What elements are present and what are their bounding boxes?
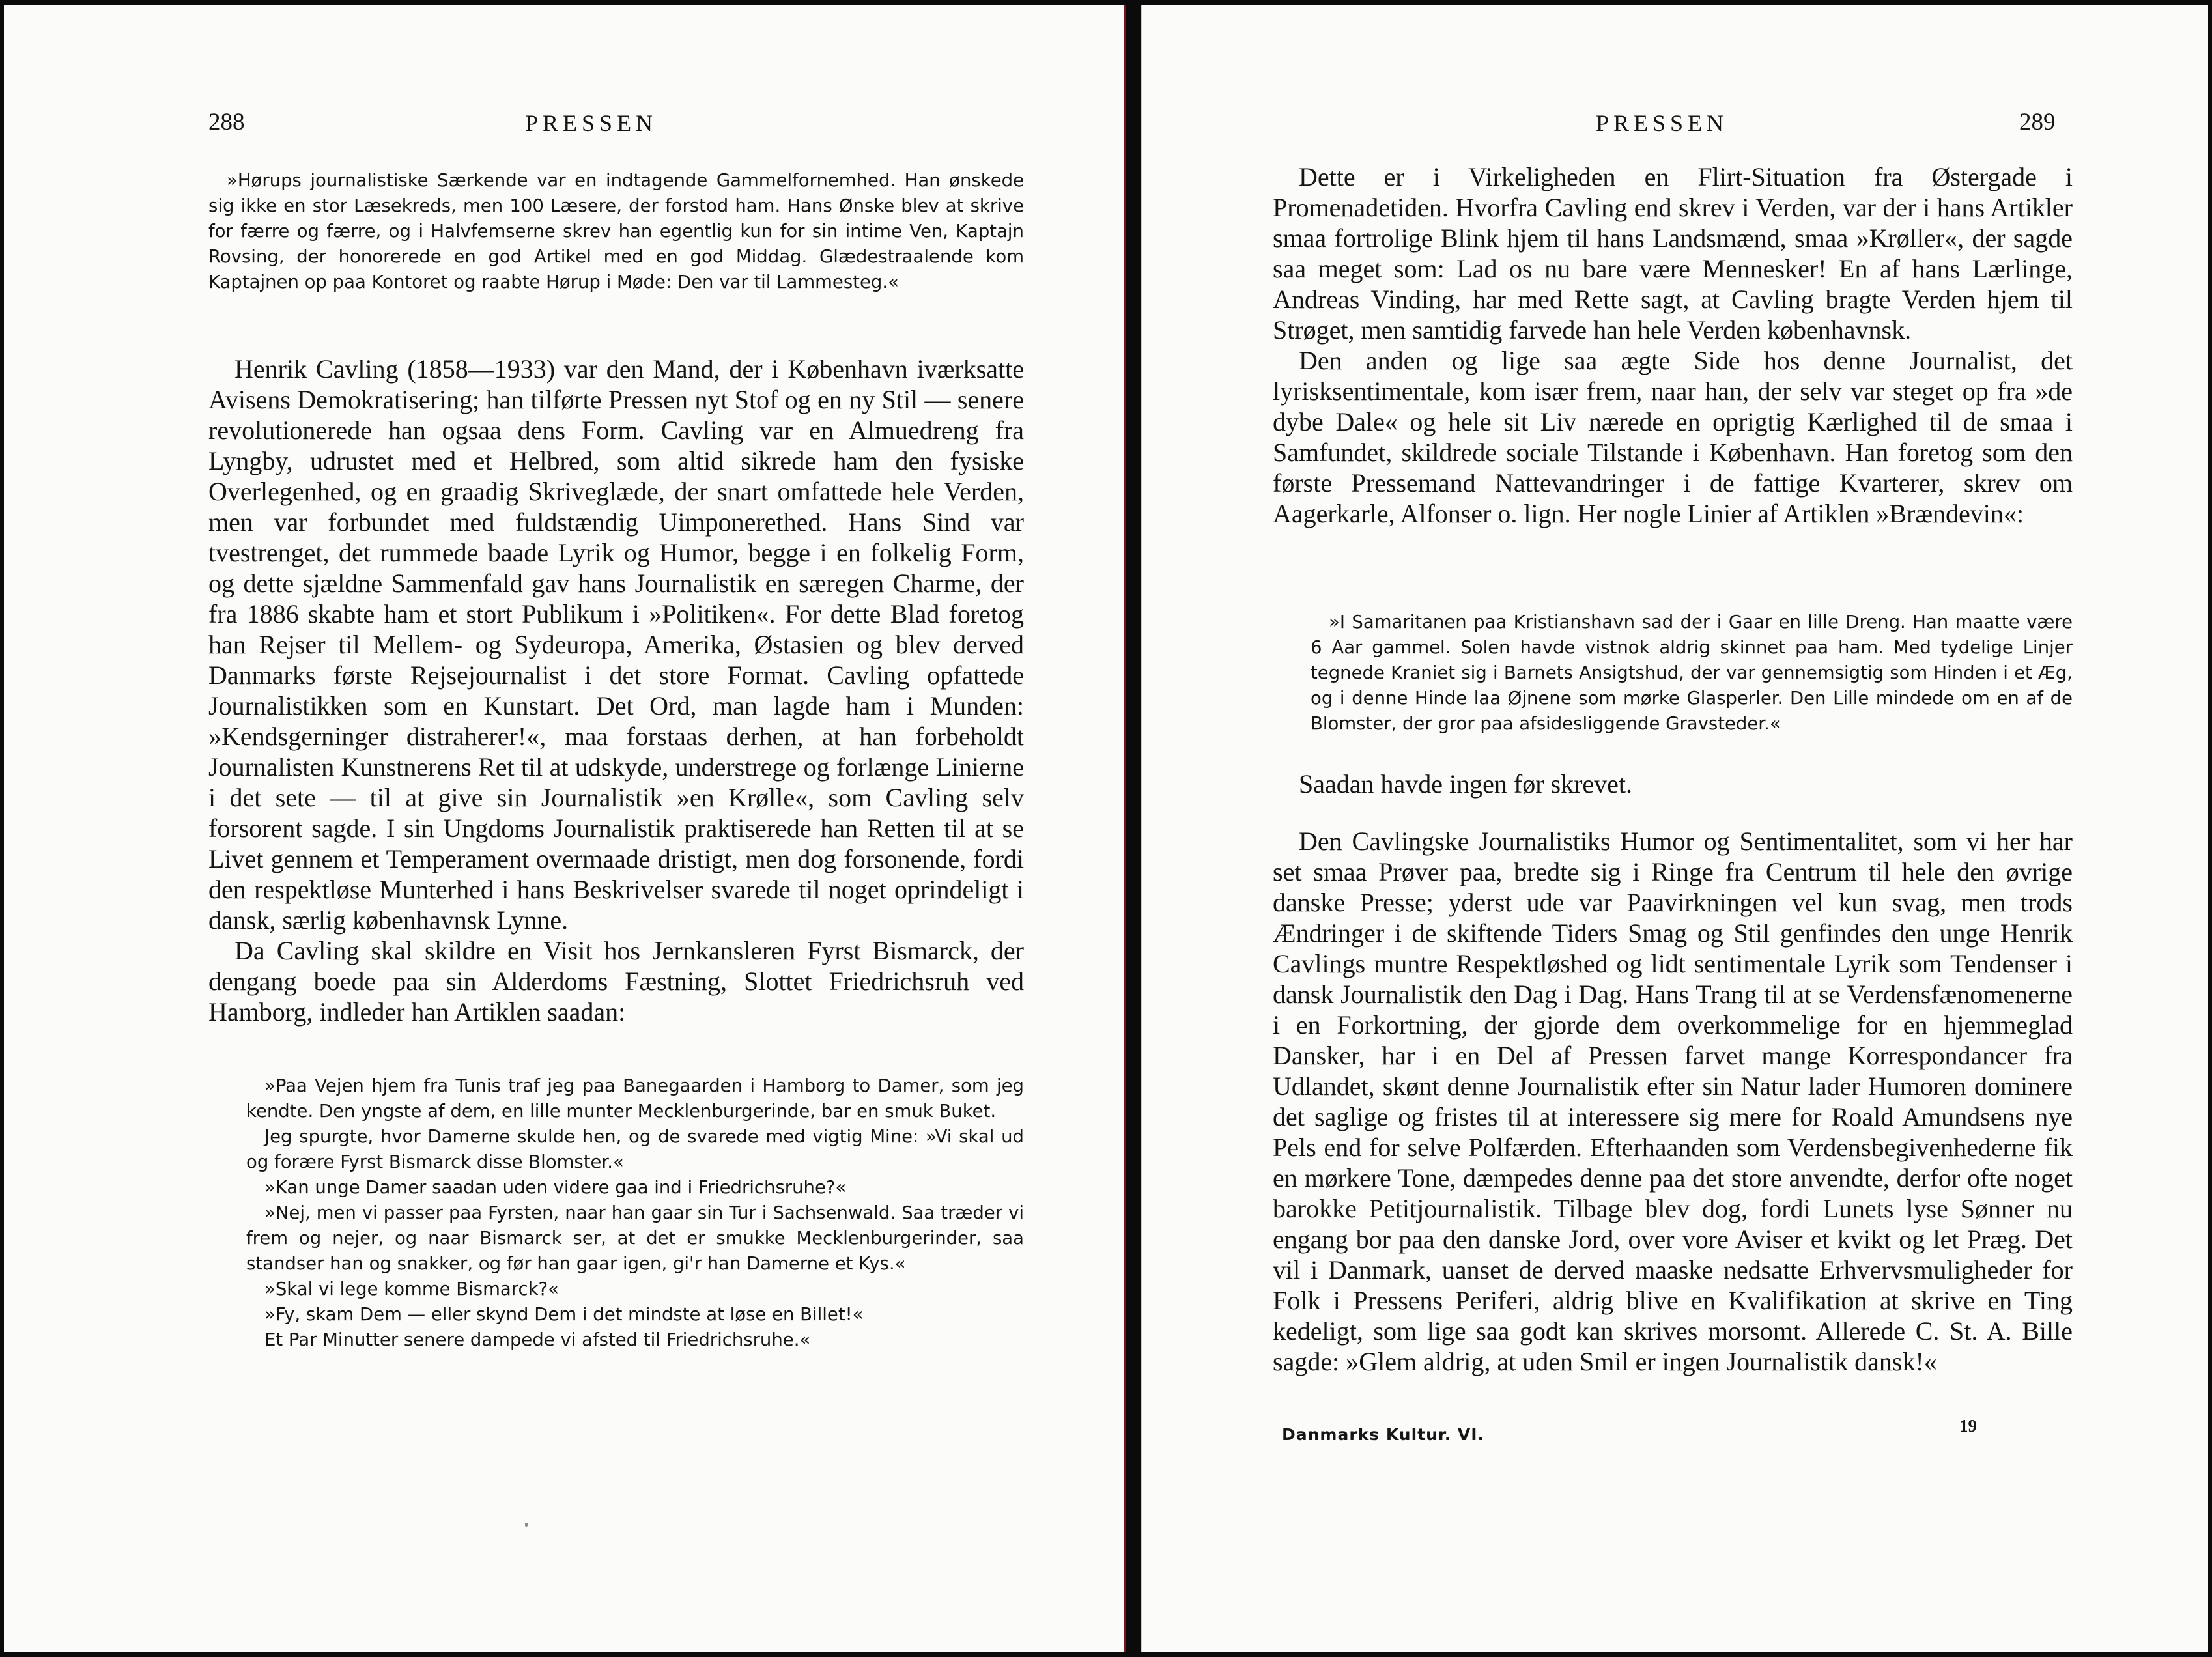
bismarck-quote-line: »Fy, skam Dem — eller skynd Dem i det mindste at løse en Billet!« [264, 1304, 864, 1325]
book-title-footer: Danmarks Kultur. VI. [1282, 1425, 1485, 1444]
flirt-paragraph: Dette er i Virkeligheden en Flirt-Situation fra Østergade i Promenadetiden. Hvorfra Cavling end skrev i Verden, var der i hans Artikler smaa fortrolige Blink hjem til hans Landsmænd, smaa »Krøller«, der sagde saa meget som: Lad os nu bare være Mennesker! En af hans Lærlinge, Andreas Vinding, har med Rette sagt, at Cavling bragte Verden hjem til Strøget, men samtidig farvede han hele Verden københavnsk. [1273, 162, 2073, 345]
bismarck-quote-line: »Kan unge Damer saadan uden videre gaa ind i Friedrichsruhe?« [264, 1177, 847, 1198]
samaritan-quote [1311, 610, 2073, 737]
after-quote-block [1273, 769, 2073, 799]
bismarck-intro-paragraph: Da Cavling skal skildre en Visit hos Jernkansleren Fyrst Bismarck, der dengang boede paa sin Alderdoms Fæstning, Slottet Friedrichsruh ved Hamborg, indleder han Artiklen saadan: [208, 936, 1024, 1027]
bismarck-quote-line: »Skal vi lege komme Bismarck?« [264, 1279, 559, 1300]
bismarck-quote-line: Jeg spurgte, hvor Damerne skulde hen, og de svarede med vigtig Mine: »Vi skal ud og forære Fyrst Bismarck disse Blomster.« [246, 1126, 1024, 1173]
signature-number: 19 [1959, 1416, 1977, 1436]
left-body [208, 354, 1024, 1027]
right-page [1141, 5, 2208, 1652]
left-page-number: 288 [208, 109, 245, 135]
right-running-head: PRESSEN [1596, 110, 1729, 136]
cavling-paragraph: Henrik Cavling (1858—1933) var den Mand, der i København iværksatte Avisens Demokratisering; han tilførte Pressen nyt Stof og en ny Stil — senere revolutionerede han ogsaa dens Form. Cavling var en Almuedreng fra Lyngby, udrustet med et Helbred, som altid sikrede ham den fysiske Overlegenhed, og en graadig Skriveglæde, der snart omfattede hele Verden, men var forbundet med fuldstændig Uimponerethed. Hans Sind var tvestrenget, det rummede baade Lyrik og Humor, begge i en folkelig Form, og dette sjældne Sammenfald gav hans Journalistik en særegen Charme, der fra 1886 skabte ham et stort Publikum i »Politiken«. For dette Blad foretog han Rejser til Mellem- og Sydeuropa, Amerika, Østasien og blev derved Danmarks første Rejsejournalist i det store Format. Cavling opfattede Journalistikken som en Kunstart. Det Ord, man lagde ham i Munden: »Kendsgerninger distraherer!«, maa forstaas derhen, at han forbeholdt Journalisten Kunstnerens Ret til at udskyde, understrege og forlænge Linierne i det sete — til at give sin Journalistik »en Krølle«, som Cavling selv forsorent sagde. I sin Ungdoms Journalistik praktiserede han Retten til at se Livet gennem et Temperament overmaade dristigt, men dog forsonende, fordi den respektløse Munterhed i hans Beskrivelser svarede til noget oprindeligt i dansk, særlig københavnsk Lynne. [208, 354, 1024, 935]
after-quote-line: Saadan havde ingen før skrevet. [1299, 769, 1633, 799]
right-page-number: 289 [2019, 109, 2056, 135]
paper-speck [525, 1523, 528, 1527]
hoerup-quote-text: »Hørups journalistiske Særkende var en indtagende Gammelfornemhed. Han ønskede sig ikke en stor Læsekreds, men 100 Læsere, der forstod ham. Hans Ønske blev at skrive for færre og færre, og i Halvfemserne skrev han egentlig kun for sin intime Ven, Kaptajn Rovsing, der honorerede en god Artikel med en god Middag. Glædestraalende kom Kaptajnen op paa Kontoret og raabte Hørup i Møde: Den var til Lammesteg.« [208, 170, 1024, 293]
sentimental-paragraph: Den anden og lige saa ægte Side hos denne Journalist, det lyrisksentimentale, kom især frem, naar han, der selv var steget op fra »de dybe Dale« og hele sit Liv nærede en oprigtig Kærlighed til de smaa i Samfundet, skildrede sociale Tilstande i København. Han foretog som den første Pressemand Nattevandringer i de fattige Kvarterer, skrev om Aagerkarle, Alfonser o. lign. Her nogle Linier af Artiklen »Brændevin«: [1273, 346, 2073, 528]
final-block [1273, 826, 2073, 1377]
left-running-head: PRESSEN [525, 110, 658, 136]
final-paragraph: Den Cavlingske Journalistiks Humor og Sentimentalitet, som vi her har set smaa Prøver paa, bredte sig i Ringe fra Centrum til hele den øvrige danske Presse; yderst ude var Paavirkningen vel kun svag, men trods Ændringer i de skiftende Tiders Smag og Stil genfindes den unge Henrik Cavlings muntre Respektløshed og lidt sentimentale Lyrik som Tendenser i dansk Journalistik den Dag i Dag. Hans Trang til at se Verdensfænomenerne i en Forkortning, der gjorde dem overkommelige for en hjemmeglad Dansker, har i en Del af Pressen farvet mange Korrespondancer fra Udlandet, skønt denne Journalistik efter sin Natur lader Humoren dominere det saglige og fristes til at interessere sig mere for Roald Amundsens nye Pels end for selve Polfærden. Efterhaanden som Verdensbegivenhederne fik en mørkere Tone, dæmpedes denne paa det store anvendte, derfor ofte noget barokke Petitjournalistik. Tilbage blev dog, fordi Lunets lyse Sønner nu engang bor paa den danske Jord, over vore Aviser et kvikt og let Præg. Det vil i Danmark, uanset de derved maaske nedsatte Erhvervsmuligheder for Folk i Pressens Periferi, aldrig blive en Kvalifikation at skrive en Ting kedeligt, som lige saa godt kan skrives morsomt. Allerede C. St. A. Bille sagde: »Glem aldrig, at uden Smil er ingen Journalistik dansk!« [1273, 827, 2073, 1376]
bismarck-quote-line: »Nej, men vi passer paa Fyrsten, naar han gaar sin Tur i Sachsenwald. Saa træder vi frem og nejer, og naar Bismarck ser, at det er smukke Mecklenburgerinder, saa standser han og snakker, og før han gaar igen, gi'r han Damerne et Kys.« [246, 1202, 1024, 1275]
samaritan-quote-text: »I Samaritanen paa Kristianshavn sad der i Gaar en lille Dreng. Han maatte være 6 Aar gammel. Solen havde vistnok aldrig skinnet paa ham. Med tydelige Linjer tegnede Kraniet sig i Barnets Ansigtshud, der var gennemsigtig som Hinden i et Æg, og i denne Hinde laa Øjnene som mørke Glasperler. Den Lille mindede om en af de Blomster, der gror paa afsidesliggende Gravsteder.« [1311, 612, 2073, 735]
bismarck-quote-line: Et Par Minutter senere dampede vi afsted til Friedrichsruhe.« [264, 1329, 811, 1351]
right-body-top [1273, 162, 2073, 529]
hoerup-quote [208, 168, 1024, 295]
bismarck-quote-line: »Paa Vejen hjem fra Tunis traf jeg paa Banegaarden i Hamborg to Damer, som jeg kendte. Den yngste af dem, en lille munter Mecklenburgerinde, bar en smuk Buket. [246, 1075, 1024, 1122]
bismarck-quote [246, 1073, 1024, 1353]
left-page [4, 5, 1126, 1652]
